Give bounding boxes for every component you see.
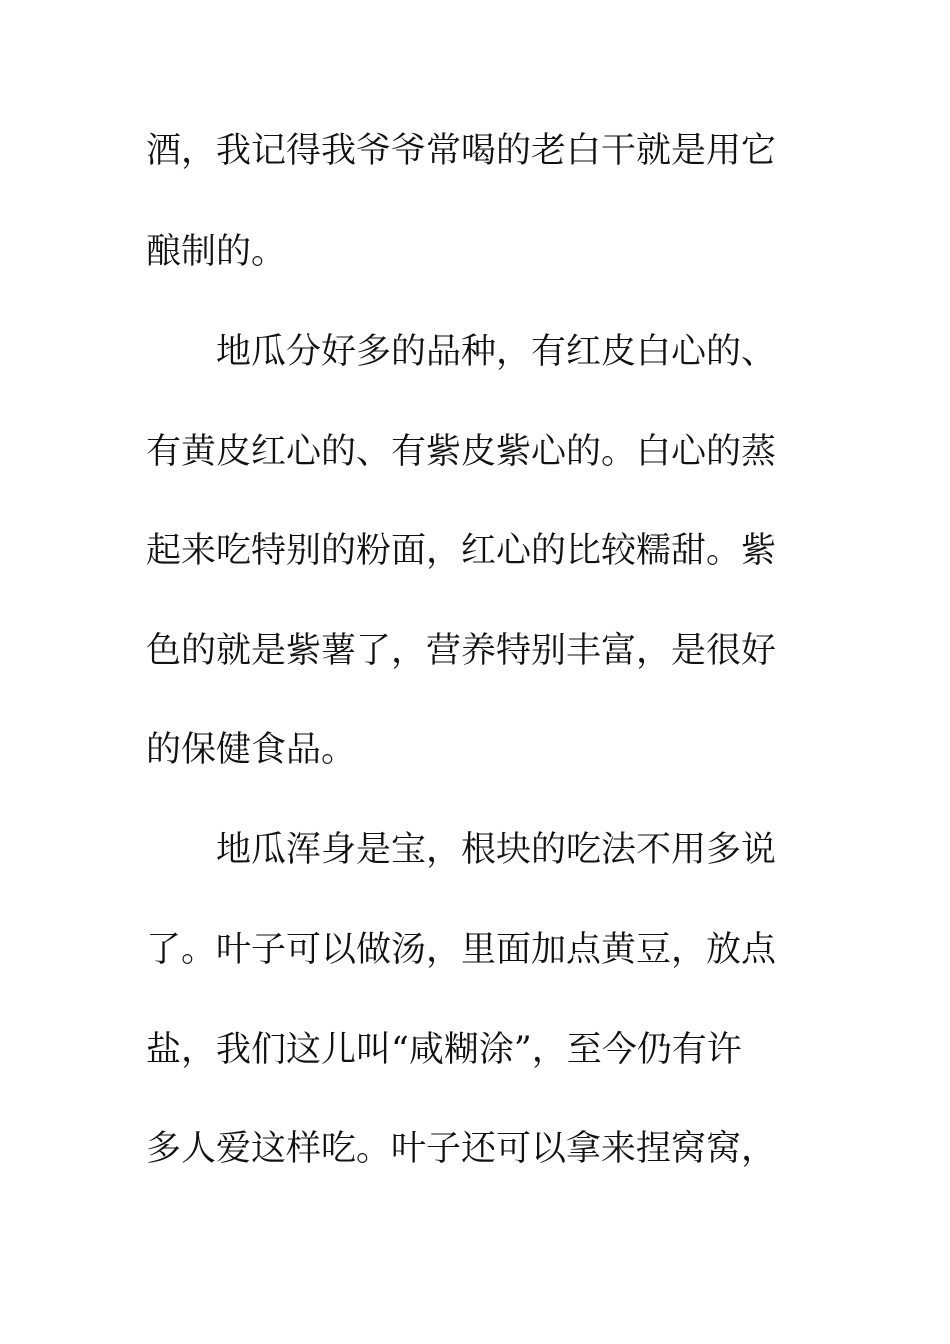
text-line: 盐，我们这儿叫“咸糊涂”，至今仍有许 [146,1030,742,1070]
text-line: 有黄皮红心的、有紫皮紫心的。白心的蒸 [146,432,777,472]
text-line: 色的就是紫薯了，营养特别丰富，是很好 [146,631,777,671]
text-line: 了。叶子可以做汤，里面加点黄豆，放点 [146,930,777,970]
text-line: 酒，我记得我爷爷常喝的老白干就是用它 [146,131,777,171]
text-line: 起来吃特别的粉面，红心的比较糯甜。紫 [146,531,777,571]
text-line: 多人爱这样吃。叶子还可以拿来捏窝窝， [146,1129,777,1169]
paragraph-first-line: 地瓜分好多的品种，有红皮白心的、 [216,332,777,372]
text-line: 酿制的。 [146,232,287,272]
text-line: 的保健食品。 [146,730,357,770]
paragraph-first-line: 地瓜浑身是宝，根块的吃法不用多说 [216,830,777,870]
